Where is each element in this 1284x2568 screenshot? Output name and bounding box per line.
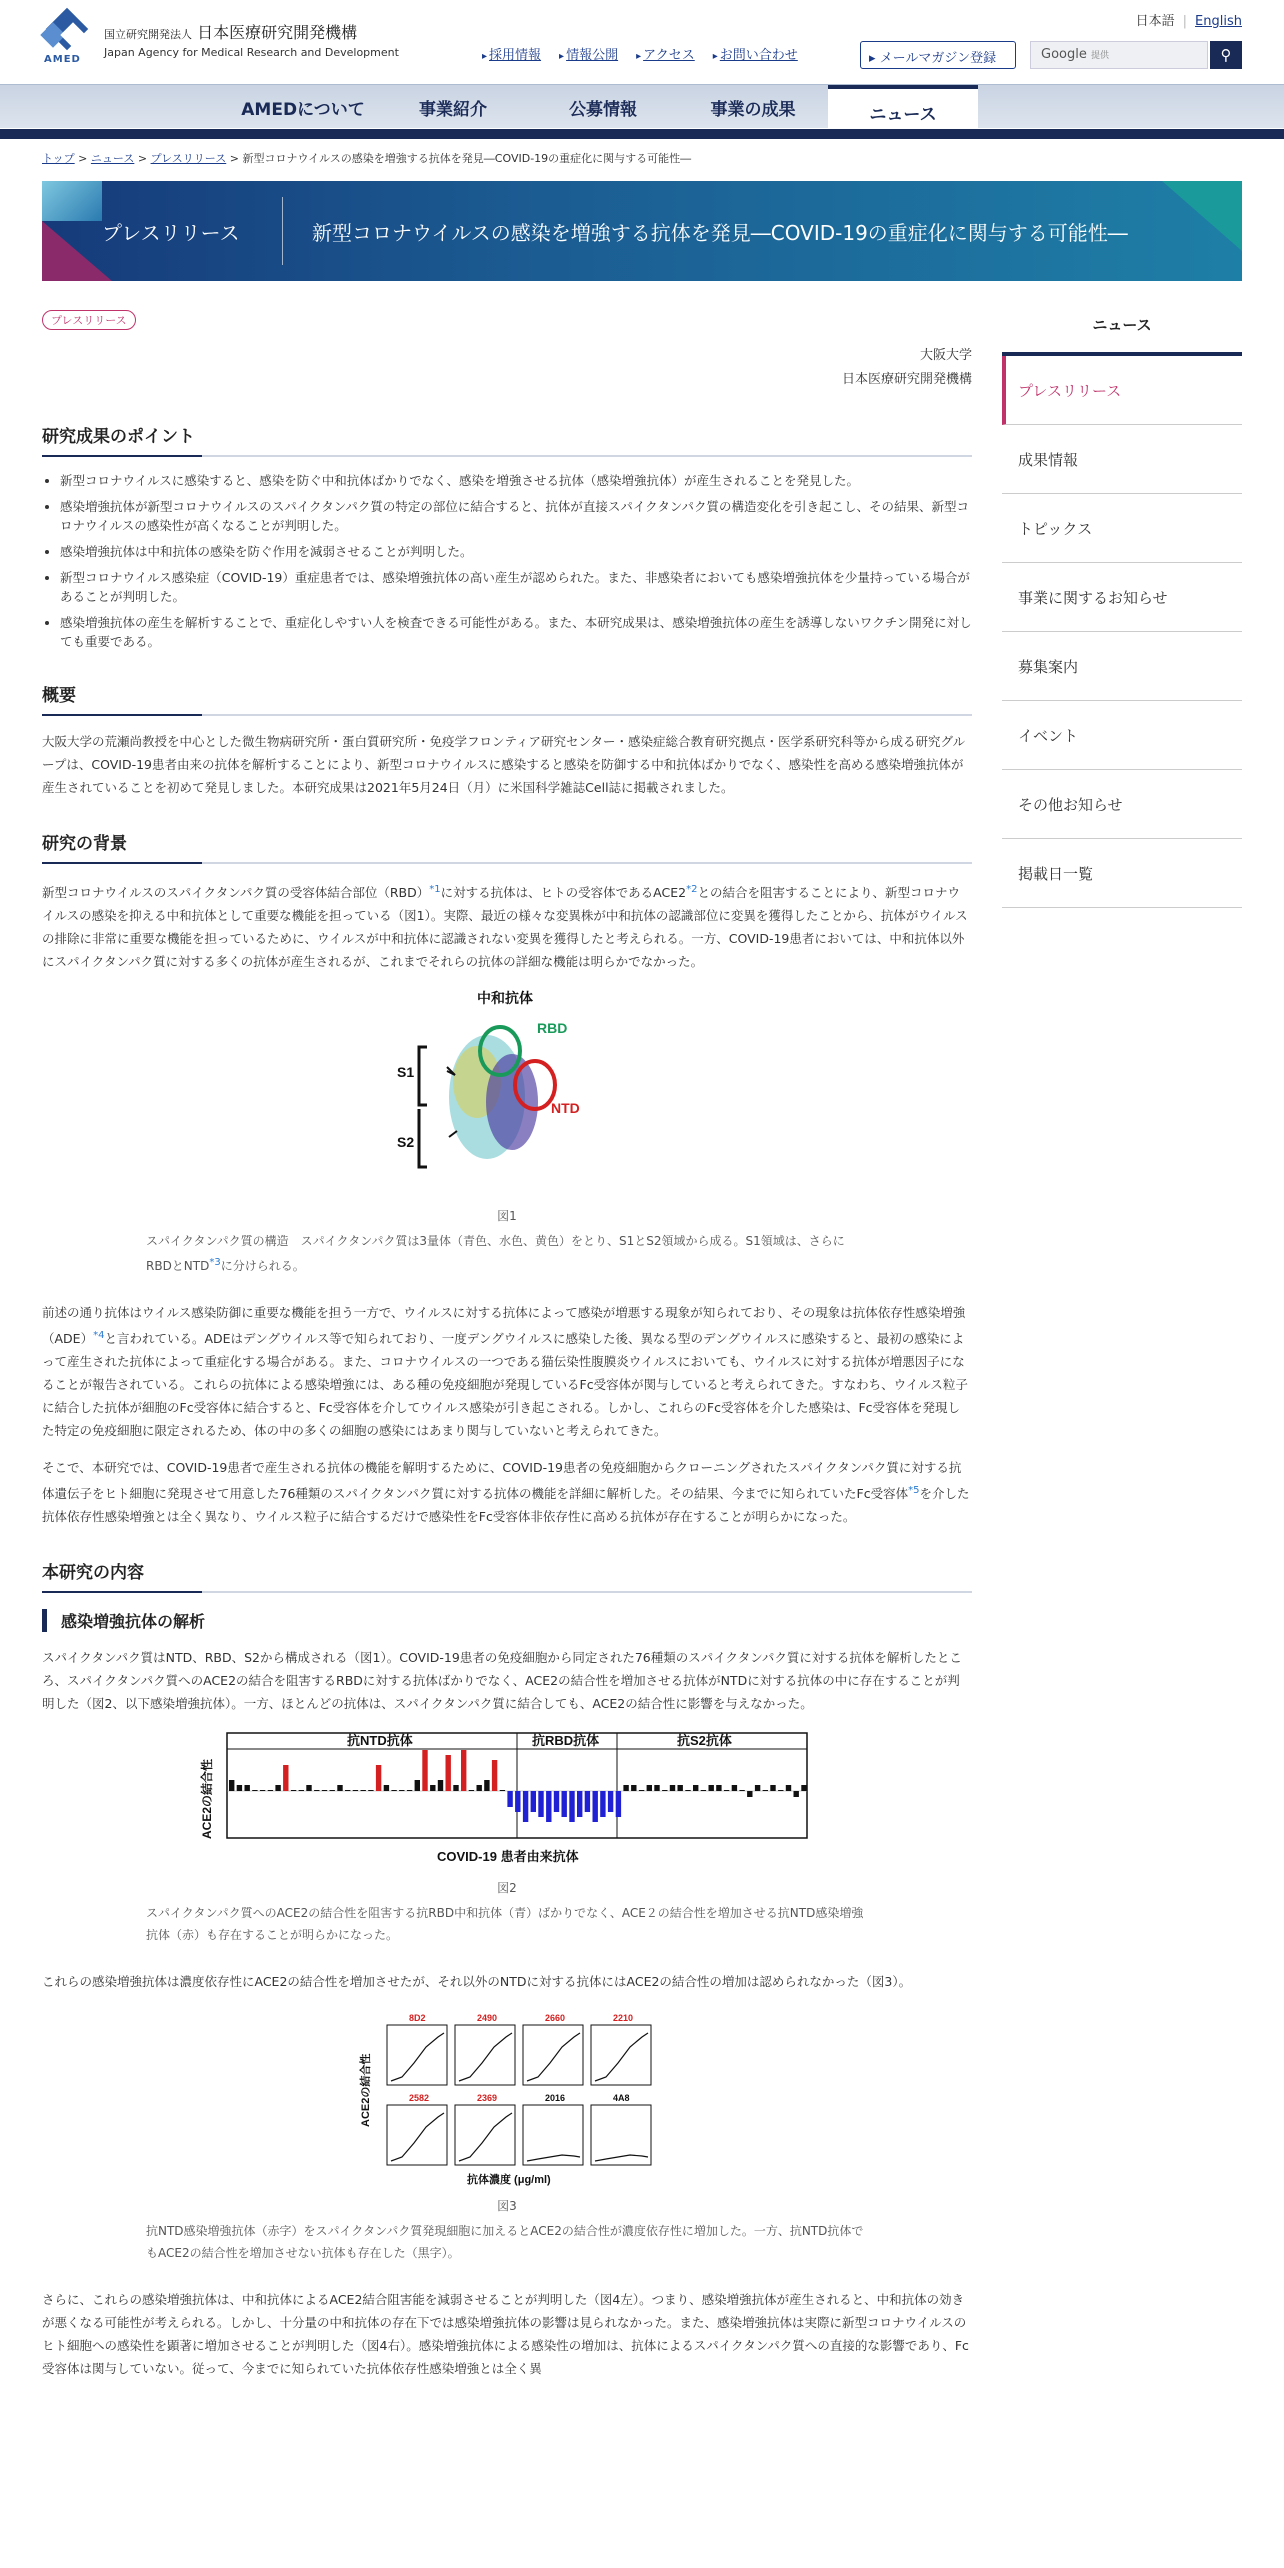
content-heading: 本研究の内容: [42, 1558, 972, 1593]
panel-frame: [455, 2025, 515, 2085]
side-item-press-release[interactable]: プレスリリース: [1002, 356, 1242, 425]
side-nav-heading: ニュース: [1002, 296, 1242, 356]
figure-2-caption: スパイクタンパク質へのACE2の結合性を阻害する抗RBD中和抗体（青）ばかりでなく、ACE２の結合性を増加させる抗NTD感染増強抗体（赤）も存在することが明らかになった。: [146, 1906, 864, 1943]
side-item-events[interactable]: イベント: [1002, 701, 1242, 770]
dose-curve: [391, 2113, 444, 2161]
figure-2-number: 図2: [497, 1881, 517, 1896]
panel-title: 2490: [477, 2013, 498, 2024]
figure-3-number: 図3: [497, 2199, 517, 2214]
bar: [391, 1790, 396, 1791]
bar: [739, 1790, 744, 1791]
svg-text:中和抗体: 中和抗体: [477, 990, 533, 1007]
bar: [415, 1780, 420, 1791]
bar: [237, 1785, 242, 1791]
background-heading: 研究の背景: [42, 829, 972, 864]
bar: [716, 1785, 721, 1791]
bar: [500, 1790, 505, 1791]
dose-curve: [595, 2033, 648, 2081]
panel-frame: [455, 2105, 515, 2165]
util-link-recruit[interactable]: ▸ 採用情報: [482, 44, 541, 63]
nav-news[interactable]: ニュース: [828, 85, 978, 139]
svg-text:S2: S2: [397, 1134, 415, 1151]
panel-title: 2660: [545, 2013, 566, 2024]
bar: [709, 1785, 714, 1791]
bar: [376, 1765, 381, 1791]
nav-results[interactable]: 事業の成果: [710, 99, 796, 120]
panel-frame: [387, 2025, 447, 2085]
figure-1-number: 図1: [497, 1209, 517, 1224]
org-name-en: Japan Agency for Medical Research and Development: [104, 46, 399, 59]
page-hero: [42, 181, 1242, 281]
svg-text:ACE2の結合性: ACE2の結合性: [200, 1759, 214, 1840]
point-item: • 感染増強抗体の産生を解析することで、重症化しやすい人を検査できる可能性がある。また、本研究成果は、感染増強抗体の産生を誘導しないワクチン開発に対しても重要である。: [60, 613, 972, 651]
dose-curve: [391, 2033, 444, 2081]
dose-curve: [459, 2113, 512, 2161]
bar: [616, 1791, 621, 1817]
points-list: [42, 471, 972, 651]
side-item-results[interactable]: 成果情報: [1002, 425, 1242, 494]
nav-projects[interactable]: 事業紹介: [419, 99, 487, 120]
nav-calls[interactable]: 公募情報: [569, 99, 637, 120]
bar: [422, 1750, 427, 1791]
search-input[interactable]: Google 提供: [1030, 41, 1208, 69]
side-item-recruitment[interactable]: 募集案内: [1002, 632, 1242, 701]
breadcrumb: トップ > ニュース > プレスリリース > 新型コロナウイルスの感染を増強する抗体を発見―COVID-19の重症化に関与する可能性―: [42, 152, 692, 165]
bar: [732, 1785, 737, 1791]
breadcrumb-current: 新型コロナウイルスの感染を増強する抗体を発見―COVID-19の重症化に関与する可能性―: [242, 152, 692, 165]
breadcrumb-news[interactable]: ニュース: [90, 152, 135, 165]
hero-category: プレスリリース: [102, 221, 240, 245]
bar: [693, 1785, 698, 1791]
background-paragraph-2: 前述の通り抗体はウイルス感染防御に重要な機能を担う一方で、ウイルスに対する抗体によって感染が増悪する現象が知られており、その現象は抗体依存性感染増強（ADE）$^{*4}$と言われている。ADEはデングウイルス等で知られており、一度デングウイルスに感染した後、異なる型のデングウイルスに感染すると、最初の感染によって産生された抗体によって重症化する場合がある。また、コロナウイルスの一つである猫伝染性腹膜炎ウイルスにおいても、ウイルスに対する抗体が増悪因子になることが報告されている。これらの抗体による感染増強には、ある種の免疫細胞が発現しているFc受容体が関与していると考えられてきた。すなわち、ウイルス粒子に結合した抗体が細胞のFc受容体に結合すると、Fc受容体を介してウイルス感染が引き起こされる。しかし、これらのFc受容体を介した感染は、Fc受容体を発現した特定の免疫細胞に限定されるため、体の中の多くの細胞の感染にはあまり関与していないと考えられてきた。: [42, 1305, 968, 1439]
bar: [461, 1750, 466, 1791]
bar: [322, 1790, 327, 1791]
bar: [384, 1785, 389, 1791]
bar: [407, 1790, 412, 1791]
ace2-binding-bar-chart-image: [197, 1729, 817, 1869]
points-heading: 研究成果のポイント: [42, 422, 972, 457]
svg-text:抗体濃度 (μg/ml): 抗体濃度 (μg/ml): [467, 2174, 551, 2187]
amed-logo-mark: AMED: [40, 12, 96, 68]
dose-curve: [595, 2155, 648, 2161]
util-link-access[interactable]: ▸ アクセス: [636, 44, 695, 63]
panel-title: 8D2: [409, 2013, 426, 2024]
bar: [531, 1791, 536, 1812]
bar: [337, 1785, 342, 1791]
bar: [647, 1785, 652, 1791]
figure-1-caption: スパイクタンパク質の構造 スパイクタンパク質は3量体（青色、水色、黄色）をとり、S1とS2領域から成る。S1領域は、さらにRBDとNTD$^{*3}$に分けられる。: [146, 1234, 845, 1274]
category-tag[interactable]: プレスリリース: [42, 310, 136, 330]
svg-text:COVID-19 患者由来抗体: COVID-19 患者由来抗体: [437, 1849, 579, 1865]
org-line-2: 日本医療研究開発機構: [841, 372, 972, 387]
org-line-1: 大阪大学: [919, 348, 972, 363]
org-name: 日本医療研究開発機構: [197, 23, 358, 42]
bar: [585, 1791, 590, 1812]
footnote-link[interactable]: *3: [209, 1257, 221, 1269]
bar: [608, 1791, 613, 1812]
bar: [252, 1790, 257, 1791]
content-paragraph-2: これらの感染増強抗体は濃度依存性にACE2の結合性を増加させたが、それ以外のNTDに対する抗体にはACE2の結合性の増加は認められなかった（図3）。: [42, 1974, 912, 1990]
bar: [260, 1790, 265, 1791]
background-paragraph-1: 新型コロナウイルスのスパイクタンパク質の受容体結合部位（RBD）$^{*1}$に対する抗体は、ヒトの受容体であるACE2$^{*2}$との結合を阻害することにより、新型コロナウイルスの感染を抑える中和抗体として重要な機能を担っている（図1）。実際、最近の様々な変異株が中和抗体の認識部位に変異を獲得したことから、抗体がウイルスの排除に非常に重要な機能を担っているために、ウイルスが中和抗体に認識されない変異を獲得したと考えられる。一方、COVID-19患者においては、中和抗体以外にスパイクタンパク質に対する多くの抗体が産生されるが、これまでそれらの抗体の詳細な機能は明らかでなかった。: [42, 884, 968, 970]
bar: [330, 1790, 335, 1791]
bar: [755, 1785, 760, 1791]
bar: [399, 1790, 404, 1791]
bar: [477, 1785, 482, 1791]
bar: [778, 1790, 783, 1791]
footnote-link[interactable]: *4: [93, 1330, 105, 1342]
figure-2: [42, 1729, 972, 1896]
bar: [245, 1785, 250, 1791]
bar: [299, 1790, 304, 1791]
svg-text:抗S2抗体: 抗S2抗体: [677, 1733, 732, 1749]
bar: [361, 1790, 366, 1791]
background-paragraph-3: そこで、本研究では、COVID-19患者で産生される抗体の機能を解明するために、COVID-19患者の免疫細胞からクローニングされたスパイクタンパク質に対する抗体遺伝子をヒト細胞に発現させて用意した76種類のスパイクタンパク質に対する抗体の機能を詳細に解析した。その結果、今までに知られていたFc受容体$^{*5}$を介した抗体依存性感染増強とは全く異なり、ウイルス粒子に結合するだけで感染性をFc受容体非依存性に高める抗体が存在することが明らかになった。: [42, 1460, 970, 1525]
content-paragraph-3: さらに、これらの感染増強抗体は、中和抗体によるACE2結合阻害能を減弱させることが判明した（図4左）。つまり、感染増強抗体が産生されると、中和抗体の効きが悪くなる可能性が考えられる。しかし、十分量の中和抗体の存在下では感染増強抗体の影響は見られなかった。また、感染増強抗体は実際に新型コロナウイルスのヒト細胞への感染性を顕著に増加させることが判明した（図4右）。感染増強抗体による感染性の増加は、抗体によるスパイクタンパク質への直接的な影響であり、Fc受容体は関与していない。従って、今までに知られていた抗体依存性感染増強とは全く異: [42, 2292, 969, 2377]
overview-text: 大阪大学の荒瀬尚教授を中心とした微生物病研究所・蛋白質研究所・免疫学フロンティア研究センター・感染症総合教育研究拠点・医学系研究科等から成る研究グループは、COVID-19患者由来の抗体を解析することにより、新型コロナウイルスに感染すると感染を防御する中和抗体ばかりでなく、感染性を高める感染増強抗体が産生されていることを初めて発見しました。本研究成果は2021年5月24日（月）に米国科学雑誌Cell誌に掲載されました。: [42, 734, 966, 795]
lang-japanese: 日本語: [1135, 14, 1175, 29]
panel-frame: [387, 2105, 447, 2165]
bar: [275, 1785, 280, 1791]
panel-title: 2210: [613, 2013, 634, 2024]
bar: [763, 1790, 768, 1791]
bar: [701, 1790, 706, 1791]
utility-links: [482, 44, 798, 63]
bar: [515, 1791, 520, 1812]
bar: [678, 1785, 683, 1791]
svg-text:RBD: RBD: [537, 1020, 568, 1037]
lang-english-link[interactable]: English: [1195, 14, 1242, 29]
bar: [345, 1790, 350, 1791]
figure-3-caption: 抗NTD感染増強抗体（赤字）をスパイクタンパク質発現細胞に加えるとACE2の結合性が濃度依存性に増加した。一方、抗NTD抗体でもACE2の結合性を増加させない抗体も存在した（黒字）。: [146, 2224, 864, 2261]
search-icon: ⚲: [1220, 46, 1232, 64]
org-small: 国立研究開発法人: [104, 28, 192, 41]
bar: [685, 1790, 690, 1791]
bar: [577, 1791, 582, 1817]
bar: [639, 1790, 644, 1791]
dose-curve: [527, 2155, 580, 2161]
dose-curve: [527, 2033, 580, 2081]
bar: [600, 1791, 605, 1817]
bar: [484, 1780, 489, 1791]
bar: [368, 1790, 373, 1791]
bar: [291, 1790, 296, 1791]
svg-text:NTD: NTD: [551, 1100, 580, 1117]
bar: [562, 1791, 567, 1817]
side-item-date-list[interactable]: 掲載日一覧: [1002, 839, 1242, 908]
bar: [554, 1791, 559, 1812]
bar: [801, 1785, 806, 1791]
bar: [662, 1790, 667, 1791]
bar: [523, 1791, 528, 1822]
panel-frame: [591, 2025, 651, 2085]
panel-title: 2016: [545, 2093, 566, 2104]
global-nav: [0, 84, 1284, 128]
panel-title: 4A8: [613, 2093, 630, 2104]
bar: [306, 1785, 311, 1791]
svg-text:抗NTD抗体: 抗NTD抗体: [347, 1733, 413, 1749]
panel-title: 2369: [477, 2093, 498, 2104]
util-link-contact[interactable]: ▸ お問い合わせ: [713, 44, 798, 63]
panel-frame: [523, 2025, 583, 2085]
language-switch: 日本語 | English: [1135, 14, 1242, 29]
article: [42, 310, 972, 2394]
page-title: 新型コロナウイルスの感染を増強する抗体を発見―COVID-19の重症化に関与する可能性―: [312, 221, 1128, 245]
svg-text:抗RBD抗体: 抗RBD抗体: [532, 1733, 600, 1749]
bar: [538, 1791, 543, 1817]
site-header: [0, 0, 1284, 84]
bar: [492, 1760, 497, 1791]
breadcrumb-press[interactable]: プレスリリース: [150, 152, 227, 165]
svg-text:ACE2の結合性: ACE2の結合性: [360, 2054, 372, 2128]
svg-text:S1: S1: [397, 1064, 415, 1081]
side-nav: [1002, 296, 1242, 908]
bar: [654, 1785, 659, 1791]
mail-magazine-button[interactable]: ▸ メールマガジン登録: [860, 41, 1016, 69]
nav-about[interactable]: AMEDについて: [241, 99, 365, 120]
bar: [670, 1785, 675, 1791]
util-link-disclosure[interactable]: ▸ 情報公開: [559, 44, 618, 63]
bar: [546, 1791, 551, 1822]
footnote-link[interactable]: *2: [686, 884, 698, 895]
bar: [268, 1790, 273, 1791]
bar: [283, 1765, 288, 1791]
figure-1: [42, 987, 972, 1224]
point-item: • 新型コロナウイルスに感染すると、感染を防ぐ中和抗体ばかりでなく、感染を増強させる抗体（感染増強抗体）が産生されることを発見した。: [60, 471, 972, 490]
bar: [430, 1785, 435, 1791]
content-paragraph-1: スパイクタンパク質はNTD、RBD、S2から構成される（図1）。COVID-19患者の免疫細胞から同定された76種類のスパイクタンパク質に対する抗体を解析したところ、スパイクタンパク質へのACE2の結合を阻害するRBDに対する抗体ばかりでなく、ACE2の結合性を増加させる抗体がNTDに対する抗体の中に存在することが判明した（図2、以下感染増強抗体）。一方、ほとんどの抗体は、スパイクタンパク質に結合しても、ACE2の結合性に影響を与えなかった。: [42, 1650, 962, 1712]
amed-logo[interactable]: [40, 12, 399, 68]
bar: [724, 1790, 729, 1791]
dose-response-curves-image: [357, 2007, 657, 2187]
figure-3: [42, 2007, 972, 2214]
bar: [453, 1785, 458, 1791]
spike-protein-structure-image: [387, 987, 627, 1197]
side-item-topics[interactable]: トピックス: [1002, 494, 1242, 563]
bar: [507, 1791, 512, 1807]
point-item: • 感染増強抗体は中和抗体の感染を防ぐ作用を減弱させることが判明した。: [60, 542, 972, 561]
bar: [794, 1791, 799, 1797]
bar: [469, 1790, 474, 1791]
side-item-project-notices[interactable]: 事業に関するお知らせ: [1002, 563, 1242, 632]
breadcrumb-top[interactable]: トップ: [42, 152, 75, 165]
point-item: • 感染増強抗体が新型コロナウイルスのスパイクタンパク質の特定の部位に結合すると、抗体が直接スパイクタンパク質の構造変化を引き起こし、その結果、新型コロナウイルスの感染性が高くなることが判明した。: [60, 497, 972, 535]
bar: [747, 1791, 752, 1797]
bar: [314, 1790, 319, 1791]
bar: [353, 1790, 358, 1791]
overview-heading: 概要: [42, 681, 972, 716]
bar: [593, 1791, 598, 1822]
side-item-other-notices[interactable]: その他お知らせ: [1002, 770, 1242, 839]
bar: [446, 1755, 451, 1791]
bar: [229, 1780, 234, 1791]
bar: [786, 1785, 791, 1791]
search-button[interactable]: [1210, 41, 1242, 69]
subsection-heading: 感染増強抗体の解析: [42, 1609, 972, 1632]
bar: [569, 1791, 574, 1822]
footnote-link[interactable]: *5: [908, 1485, 920, 1497]
dose-curve: [459, 2033, 512, 2081]
bar: [438, 1780, 443, 1791]
bar: [623, 1785, 628, 1791]
bar: [770, 1785, 775, 1791]
bar: [631, 1785, 636, 1791]
panel-title: 2582: [409, 2093, 430, 2104]
footnote-link[interactable]: *1: [429, 884, 441, 895]
point-item: • 新型コロナウイルス感染症（COVID-19）重症患者では、感染増強抗体の高い産生が認められた。また、非感染者においても感染増強抗体を少量持っている場合があることが判明した。: [60, 568, 972, 606]
